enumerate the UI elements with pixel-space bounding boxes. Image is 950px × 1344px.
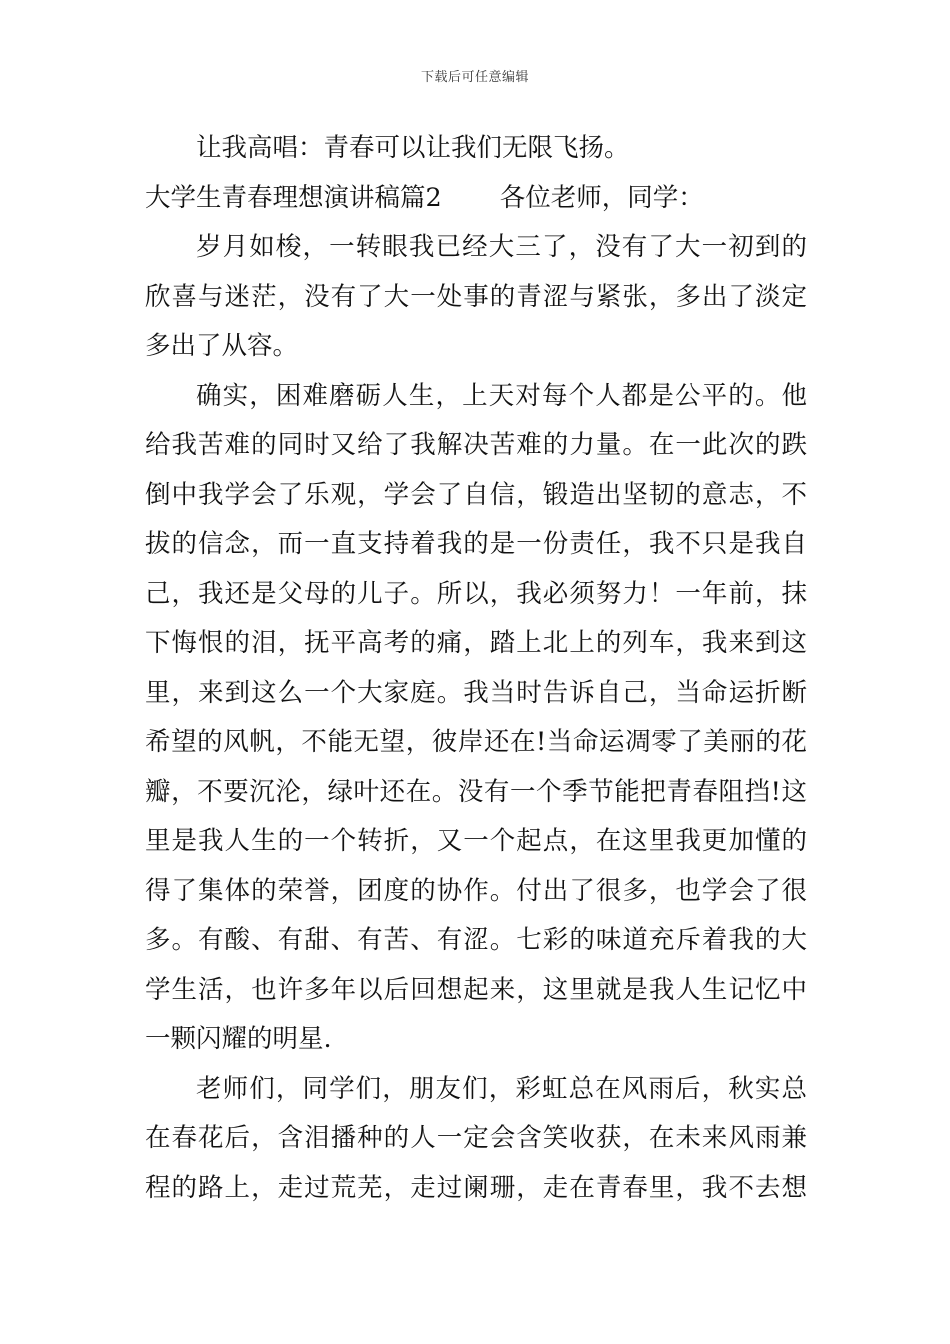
- text-line: 在春花后，含泪播种的人一定会含笑收获，在未来风雨兼: [145, 1123, 807, 1153]
- text-line: 确实，困难磨砺人生，上天对每个人都是公平的。他: [196, 380, 807, 411]
- text-line: 己，我还是父母的儿子。所以，我必须努力！一年前，抹: [145, 578, 807, 609]
- text-line: 下悔恨的泪，抚平高考的痛，踏上北上的列车，我来到这: [145, 628, 807, 658]
- text-line: 给我苦难的同时又给了我解决苦难的力量。在一此次的跌: [145, 430, 807, 460]
- text-line: 瓣，不要沉沦，绿叶还在。没有一个季节能把青春阻挡!这: [145, 776, 807, 807]
- text-line: 一颗闪耀的明星.: [145, 1024, 332, 1054]
- text-line: 多。有酸、有甜、有苦、有涩。七彩的味道充斥着我的大: [145, 925, 807, 955]
- speech-title: 大学生青春理想演讲稿篇2: [145, 182, 442, 213]
- text-line: 拔的信念，而一直支持着我的是一份责任，我不只是我自: [145, 529, 807, 559]
- text-line: 得了集体的荣誉，团度的协作。付出了很多，也学会了很: [145, 875, 807, 906]
- page-header: 下载后可任意编辑: [420, 70, 529, 85]
- text-line: 岁月如梭，一转眼我已经大三了，没有了大一初到的: [196, 232, 807, 262]
- speech-title-line: [145, 174, 807, 224]
- text-line: 让我高唱：青春可以让我们无限飞扬。: [196, 133, 630, 163]
- text-line: 里，来到这么一个大家庭。我当时告诉自己，当命运折断: [145, 677, 807, 708]
- text-line: 欣喜与迷茫，没有了大一处事的青涩与紧张，多出了淡定: [145, 281, 807, 312]
- text-line: 学生活，也许多年以后回想起来，这里就是我人生记忆中: [145, 974, 807, 1005]
- text-line: 倒中我学会了乐观，学会了自信，锻造出坚韧的意志，不: [145, 479, 807, 510]
- text-line: 希望的风帆，不能无望，彼岸还在!当命运凋零了美丽的花: [145, 727, 807, 757]
- text-line: 里是我人生的一个转折，又一个起点，在这里我更加懂的: [145, 826, 807, 856]
- text-line: 多出了从容。: [145, 331, 299, 361]
- salutation: 各位老师，同学：: [499, 182, 704, 213]
- text-line: 程的路上，走过荒芜，走过阑珊，走在青春里，我不去想: [145, 1172, 807, 1203]
- text-line: 老师们，同学们，朋友们，彩虹总在风雨后，秋实总: [196, 1073, 807, 1104]
- document-body: [145, 124, 807, 1213]
